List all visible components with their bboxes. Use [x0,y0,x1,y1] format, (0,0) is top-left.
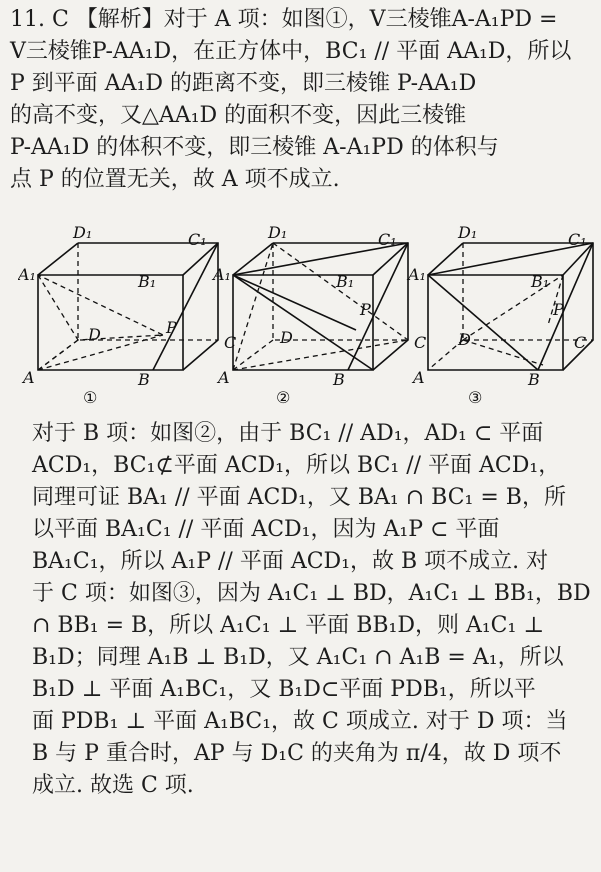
cube-figure-1 [18,225,236,407]
label-p: P [360,300,371,319]
label-a1: A₁ [18,265,36,284]
text-line: ACD₁，BC₁⊄平面 ACD₁，所以 BC₁ // 平面 ACD₁， [32,453,561,478]
cube-figure-3 [406,225,593,407]
cube-figures-svg [18,225,598,415]
label-a: A [413,368,425,387]
label-b: B [528,370,540,389]
label-b1: B₁ [336,272,355,291]
label-c1: C₁ [378,230,397,249]
label-a: A [218,368,230,387]
text-line: B₁D；同理 A₁B ⊥ B₁D，又 A₁C₁ ∩ A₁B = A₁，所以 [32,645,564,670]
hidden-edges [38,243,218,370]
text-line: V三棱锥P-AA₁D，在正方体中，BC₁ // 平面 AA₁D，所以 [10,39,572,64]
label-d: D [458,330,471,349]
figure-caption: ② [276,388,291,407]
figure-caption: ③ [468,388,483,407]
cube-figures [18,225,598,415]
label-d1: D₁ [73,225,93,242]
text-line: 面 PDB₁ ⊥ 平面 A₁BC₁，故 C 项成立. 对于 D 项：当 [32,709,568,734]
front-face [38,275,183,370]
label-p: P [553,300,564,319]
text-line: B 与 P 重合时，AP 与 D₁C 的夹角为 π/4，故 D 项不 [32,741,562,766]
text-line: BA₁C₁，所以 A₁P // 平面 ACD₁，故 B 项不成立. 对 [32,549,549,574]
text-line: 点 P 的位置无关，故 A 项不成立. [10,167,340,192]
text-line: 11. C 【解析】对于 A 项：如图①，V三棱锥A-A₁PD = [10,7,558,32]
text-line: 以平面 BA₁C₁ // 平面 ACD₁，因为 A₁P ⊂ 平面 [32,517,500,542]
label-c: C [224,333,237,352]
label-d: D [88,325,101,344]
label-b1: B₁ [531,272,550,291]
solution-paragraph-a [10,4,580,196]
text-line: B₁D ⊥ 平面 A₁BC₁，又 B₁D⊂平面 PDB₁，所以平 [32,677,536,702]
label-b: B [138,370,150,389]
hidden-edges [233,243,408,370]
label-d1: D₁ [458,225,478,242]
label-a: A [23,368,35,387]
text-line: 同理可证 BA₁ // 平面 ACD₁，又 BA₁ ∩ BC₁ = B，所 [32,485,566,510]
cube-figure-2 [211,225,426,407]
plane-a1bc1-edges [428,243,593,370]
hidden-edges [428,243,593,370]
text-line: 于 C 项：如图③，因为 A₁C₁ ⊥ BD，A₁C₁ ⊥ BB₁，BD [32,581,591,606]
figure-caption: ① [83,388,98,407]
label-c: C [414,333,427,352]
text-line: 对于 B 项：如图②，由于 BC₁ // AD₁，AD₁ ⊂ 平面 [32,421,544,446]
label-b: B [333,370,345,389]
label-p: P [166,318,177,337]
text-line: P-AA₁D 的体积不变，即三棱锥 A-A₁PD 的体积与 [10,135,499,160]
label-a1: A₁ [408,265,426,284]
text-line: P 到平面 AA₁D 的距离不变，即三棱锥 P-AA₁D [10,71,477,96]
label-c1: C₁ [188,230,207,249]
text-line: ∩ BB₁ = B，所以 A₁C₁ ⊥ 平面 BB₁D，则 A₁C₁ ⊥ [32,613,545,638]
label-c: C [574,333,587,352]
edge-bc1 [153,243,218,370]
label-d: D [280,328,293,347]
plane-ba1c1-edges [233,243,408,370]
label-b1: B₁ [138,272,157,291]
label-c1: C₁ [568,230,587,249]
text-line: 的高不变，又△AA₁D 的面积不变，因此三棱锥 [10,103,467,128]
label-a1: A₁ [213,265,231,284]
label-d1: D₁ [268,225,288,242]
text-line: 成立. 故选 C 项. [32,773,194,798]
solution-paragraph-bcd [32,418,591,802]
